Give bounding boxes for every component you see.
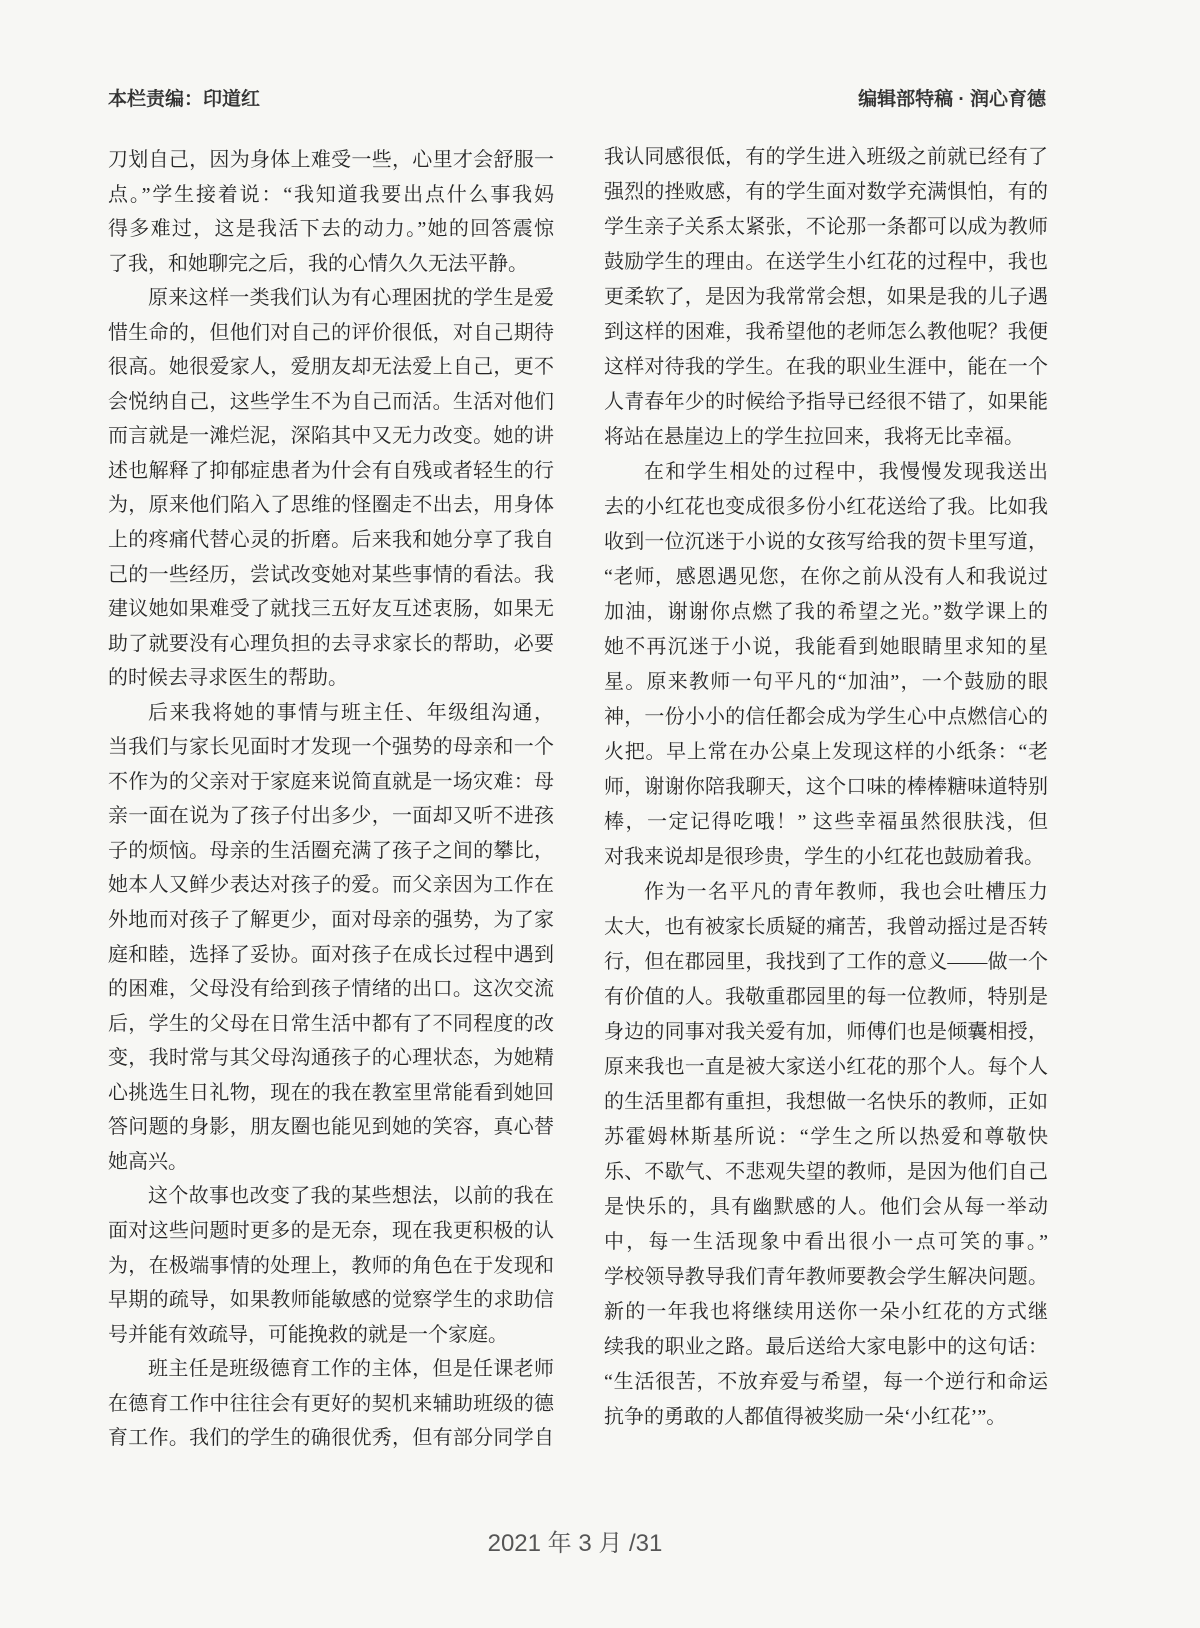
text-line: 点。”学生接着说：“我知道我要出点什么事我妈 [108, 183, 554, 206]
text-line: 原来我也一直是被大家送小红花的那个人。每个人 [604, 1056, 1048, 1078]
text-line: 后，学生的父母在日常生活中都有了不同程度的改 [108, 1012, 554, 1035]
text-line: 有价值的人。我敬重郡园里的每一位教师，特别是 [604, 986, 1048, 1008]
text-line: 鼓励学生的理由。在送学生小红花的过程中，我也 [604, 251, 1048, 273]
text-line: 这个故事也改变了我的某些想法，以前的我在 [148, 1185, 554, 1208]
text-line: 的生活里都有重担，我想做一名快乐的教师，正如 [604, 1091, 1048, 1113]
text-line: 去的小红花也变成很多份小红花送给了我。比如我 [604, 496, 1048, 518]
text-line: 了我，和她聊完之后，我的心情久久无法平静。 [108, 252, 528, 275]
text-line: 学校领导教导我们青年教师要教会学生解决问题。 [604, 1266, 1048, 1288]
text-line: 太大，也有被家长质疑的痛苦，我曾动摇过是否转 [604, 916, 1048, 938]
text-line: 为，原来他们陷入了思维的怪圈走不出去，用身体 [108, 494, 554, 517]
paragraph [604, 140, 1048, 455]
text-line: 后来我将她的事情与班主任、年级组沟通， [148, 701, 554, 724]
text-line: 续我的职业之路。最后送给大家电影中的这句话： [604, 1336, 1048, 1358]
paragraph [108, 1179, 554, 1352]
text-line: 建议她如果难受了就找三五好友互述衷肠，如果无 [108, 598, 554, 621]
text-line: 到这样的困难，我希望他的老师怎么教他呢？我便 [604, 321, 1048, 343]
text-line: 育工作。我们的学生的确很优秀，但有部分同学自 [108, 1427, 554, 1450]
text-line: 对我来说却是很珍贵，学生的小红花也鼓励着我。 [604, 846, 1044, 868]
text-line: 外地而对孩子了解更少，面对母亲的强势，为了家 [108, 909, 554, 932]
paragraph [108, 281, 554, 696]
left-column [108, 143, 554, 1456]
column-editor-credit: 本栏责编：印道红 [108, 89, 261, 110]
text-line: 变，我时常与其父母沟通孩子的心理状态，为她精 [108, 1047, 554, 1070]
page-number: 2021 年 3 月 /31 [487, 1530, 663, 1557]
text-line: 更柔软了，是因为我常常会想，如果是我的儿子遇 [604, 286, 1048, 308]
text-line: 会悦纳自己，这些学生不为自己而活。生活对他们 [108, 390, 554, 413]
paragraph [108, 696, 554, 1180]
text-line: 心挑选生日礼物，现在的我在教室里常能看到她回 [108, 1081, 554, 1104]
text-line: 星。原来教师一句平凡的“加油”，一个鼓励的眼 [604, 671, 1048, 693]
text-line: 述也解释了抑郁症患者为什会有自残或者轻生的行 [108, 459, 554, 482]
text-line: 的困难，父母没有给到孩子情绪的出口。这次交流 [108, 978, 554, 1001]
text-line: 她高兴。 [108, 1150, 188, 1173]
text-line: 庭和睦，选择了妥协。面对孩子在成长过程中遇到 [108, 943, 554, 966]
text-line: 子的烦恼。母亲的生活圈充满了孩子之间的攀比， [108, 839, 554, 862]
text-line: 作为一名平凡的青年教师，我也会吐槽压力 [644, 881, 1048, 903]
text-line: 行，但在郡园里，我找到了工作的意义——做一个 [604, 951, 1048, 973]
text-line: 而言就是一滩烂泥，深陷其中又无力改变。她的讲 [108, 425, 554, 448]
text-line: 惜生命的，但他们对自己的评价很低，对自己期待 [108, 321, 554, 344]
text-line: 刀划自己，因为身体上难受一些，心里才会舒服一 [108, 149, 554, 171]
text-line: 很高。她很爱家人，爱朋友却无法爱上自己，更不 [108, 356, 554, 379]
text-line: 助了就要没有心理负担的去寻求家长的帮助，必要 [108, 632, 554, 655]
text-line: 学生亲子关系太紧张，不论那一条都可以成为教师 [604, 216, 1048, 238]
text-line: 师，谢谢你陪我聊天，这个口味的棒棒糖味道特别 [604, 776, 1048, 798]
text-line: 不作为的父亲对于家庭来说简直就是一场灾难：母 [108, 770, 554, 793]
text-line: 人青春年少的时候给予指导已经很不错了，如果能 [604, 391, 1048, 413]
text-line: 当我们与家长见面时才发现一个强势的母亲和一个 [108, 736, 554, 759]
text-line: 在和学生相处的过程中，我慢慢发现我送出 [644, 461, 1048, 483]
text-line: 原来这样一类我们认为有心理困扰的学生是爱 [148, 287, 554, 310]
text-line: 己的一些经历，尝试改变她对某些事情的看法。我 [108, 563, 554, 586]
text-line: 她本人又鲜少表达对孩子的爱。而父亲因为工作在 [108, 874, 554, 897]
text-line: 我认同感很低，有的学生进入班级之前就已经有了 [604, 146, 1048, 168]
text-line: 号并能有效疏导，可能挽救的就是一个家庭。 [108, 1323, 508, 1346]
text-line: 答问题的身影，朋友圈也能见到她的笑容，真心替 [108, 1116, 554, 1139]
text-line: 的时候去寻求医生的帮助。 [108, 667, 348, 690]
text-line: 苏霍姆林斯基所说：“学生之所以热爱和尊敬快 [604, 1126, 1048, 1148]
paragraph [604, 875, 1048, 1435]
text-line: “老师，感恩遇见您，在你之前从没有人和我说过 [604, 566, 1048, 588]
text-line: 乐、不歇气、不悲观失望的教师，是因为他们自己 [604, 1161, 1048, 1183]
text-line: 收到一位沉迷于小说的女孩写给我的贺卡里写道， [604, 531, 1048, 553]
text-line: 在德育工作中往往会有更好的契机来辅助班级的德 [108, 1392, 554, 1415]
text-line: 中，每一生活现象中看出很小一点可笑的事。” [604, 1231, 1048, 1253]
paragraph [108, 143, 554, 281]
text-line: 为，在极端事情的处理上，教师的角色在于发现和 [108, 1254, 554, 1277]
section-label: 编辑部特稿 · 润心育德 [858, 89, 1046, 110]
text-line: 强烈的挫败感，有的学生面对数学充满惧怕，有的 [604, 181, 1048, 203]
text-line: 棒，一定记得吃哦！” 这些幸福虽然很肤浅，但 [604, 811, 1048, 833]
text-line: 抗争的勇敢的人都值得被奖励一朵‘小红花’”。 [604, 1406, 1007, 1428]
text-line: 神，一份小小的信任都会成为学生心中点燃信心的 [604, 706, 1048, 728]
text-line: 得多难过，这是我活下去的动力。”她的回答震惊 [108, 218, 554, 241]
text-line: 将站在悬崖边上的学生拉回来，我将无比幸福。 [604, 426, 1024, 448]
text-line: 加油，谢谢你点燃了我的希望之光。”数学课上的 [604, 601, 1048, 623]
text-line: 是快乐的，具有幽默感的人。他们会从每一举动 [604, 1196, 1048, 1218]
text-line: 她不再沉迷于小说，我能看到她眼睛里求知的星 [604, 636, 1048, 658]
text-line: 亲一面在说为了孩子付出多少，一面却又听不进孩 [108, 805, 554, 828]
text-line: 上的疼痛代替心灵的折磨。后来我和她分享了我自 [108, 529, 554, 552]
paragraph [604, 455, 1048, 875]
text-line: 身边的同事对我关爱有加，师傅们也是倾囊相授， [604, 1021, 1048, 1043]
text-line: 新的一年我也将继续用送你一朵小红花的方式继 [604, 1301, 1048, 1323]
text-line: “生活很苦，不放弃爱与希望，每一个逆行和命运 [604, 1371, 1048, 1393]
text-line: 早期的疏导，如果教师能敏感的觉察学生的求助信 [108, 1289, 554, 1312]
text-line: 这样对待我的学生。在我的职业生涯中，能在一个 [604, 356, 1048, 378]
text-line: 班主任是班级德育工作的主体，但是任课老师 [148, 1358, 554, 1381]
text-line: 火把。早上常在办公桌上发现这样的小纸条：“老 [604, 741, 1048, 763]
text-line: 面对这些问题时更多的是无奈，现在我更积极的认 [108, 1219, 554, 1242]
paragraph [108, 1352, 554, 1456]
right-column [604, 140, 1048, 1435]
